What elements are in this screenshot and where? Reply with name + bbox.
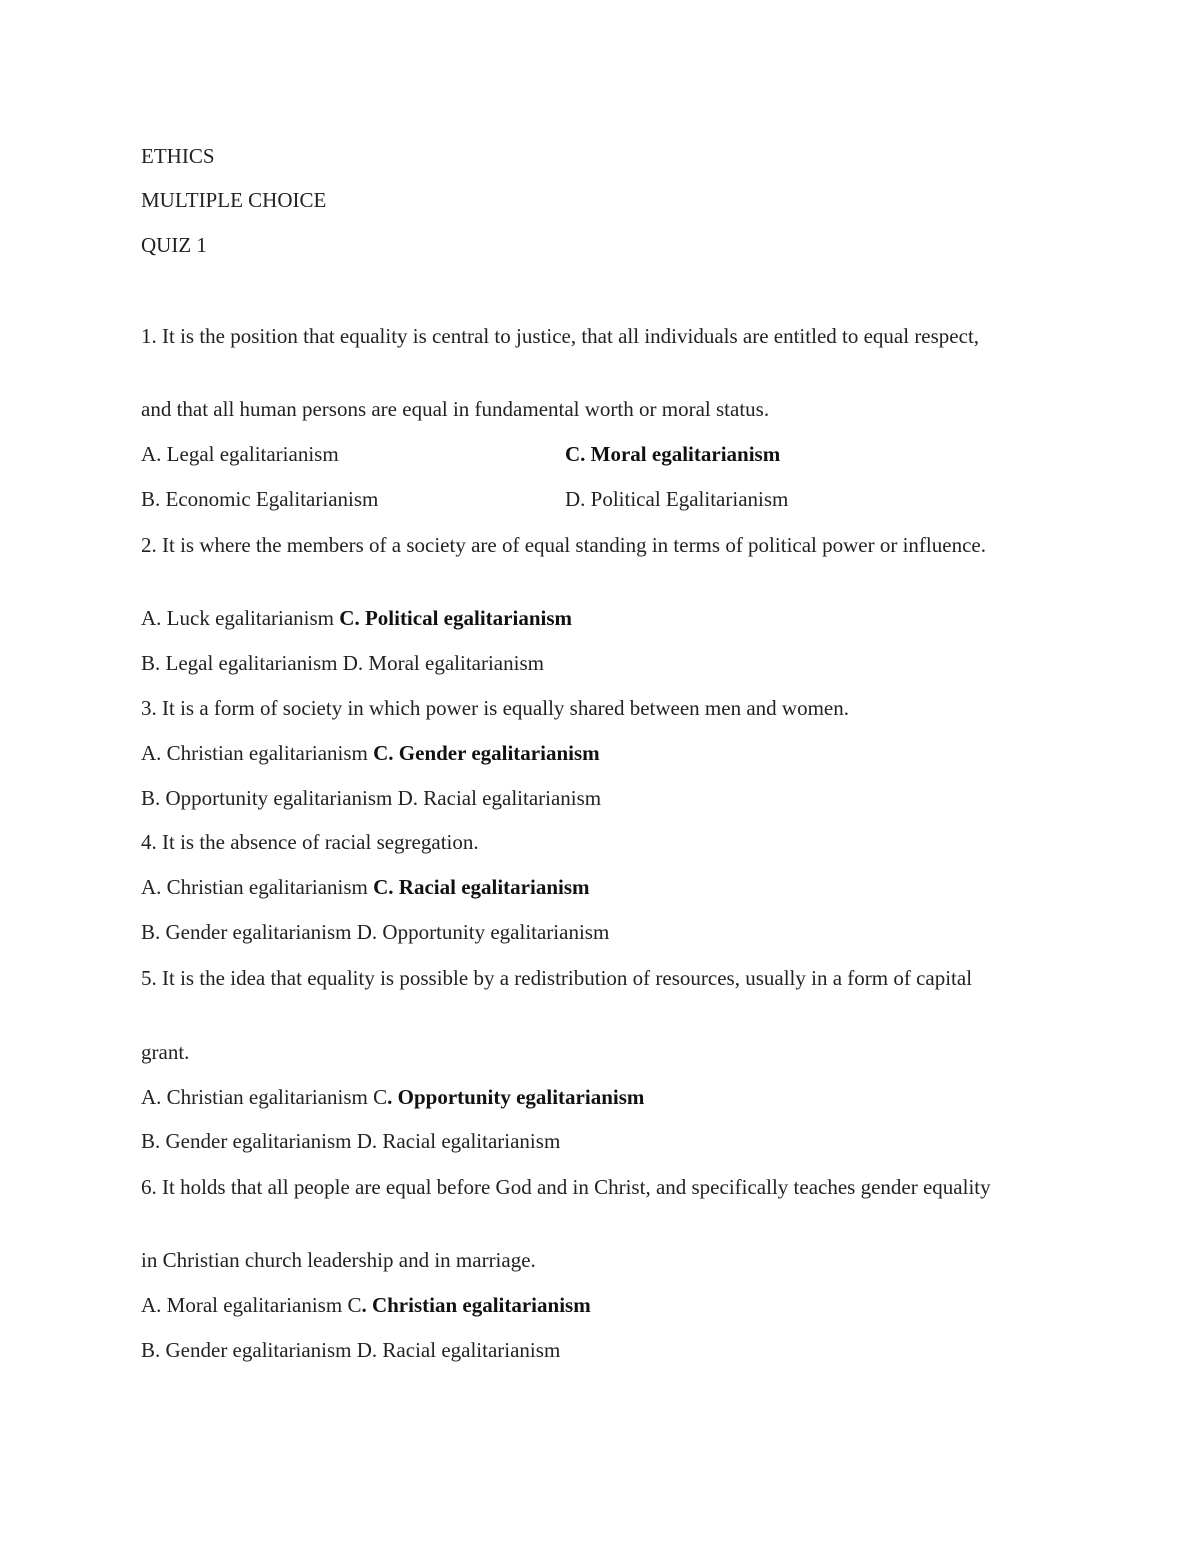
question-1-option-b: B. Economic Egalitarianism [141,487,379,511]
question-5-row-bd: B. Gender egalitarianism D. Racial egalitarianism [141,1129,561,1153]
subject-heading: ETHICS [141,144,215,168]
question-1-stem: 1. It is the position that equality is central to justice, that all individuals are entitled to equal respect, [141,324,980,348]
question-5-option-a: A. Christian egalitarianism C [141,1085,388,1109]
question-5-stem-continued: grant. [141,1040,190,1064]
question-4-row-bd: B. Gender egalitarianism D. Opportunity egalitarianism [141,920,610,944]
question-3-option-a: A. Christian egalitarianism [141,741,368,765]
question-2-stem: 2. It is where the members of a society are of equal standing in terms of political power or influence. [141,533,986,557]
question-3-row-ac [141,740,600,766]
question-5-option-c-answer: . Opportunity egalitarianism [387,1085,645,1109]
question-1-option-d: D. Political Egalitarianism [565,487,789,511]
question-4-stem: 4. It is the absence of racial segregation. [141,830,479,854]
question-6-stem-continued: in Christian church leadership and in marriage. [141,1248,536,1272]
question-2-row-ac [141,605,572,631]
question-1-option-c-answer: C. Moral egalitarianism [565,442,781,466]
question-6-row-ac [141,1292,591,1318]
question-6-option-a: A. Moral egalitarianism C [141,1293,362,1317]
question-2-option-c-answer: C. Political egalitarianism [339,606,572,630]
question-3-row-bd: B. Opportunity egalitarianism D. Racial egalitarianism [141,786,602,810]
question-4-row-ac [141,874,590,900]
question-3-option-c-answer: C. Gender egalitarianism [373,741,600,765]
question-6-stem: 6. It holds that all people are equal before God and in Christ, and specifically teaches gender equality [141,1175,991,1199]
question-2-row-bd: B. Legal egalitarianism D. Moral egalitarianism [141,651,544,675]
question-4-option-a: A. Christian egalitarianism [141,875,368,899]
quiz-type: MULTIPLE CHOICE [141,188,327,212]
question-1-stem-continued: and that all human persons are equal in fundamental worth or moral status. [141,397,770,421]
quiz-number: QUIZ 1 [141,233,207,257]
question-1-row-ac [141,441,1041,467]
question-2-option-a: A. Luck egalitarianism [141,606,335,630]
question-5-row-ac [141,1084,644,1110]
question-6-option-c-answer: . Christian egalitarianism [361,1293,591,1317]
question-1-option-a: A. Legal egalitarianism [141,442,339,466]
question-5-stem: 5. It is the idea that equality is possible by a redistribution of resources, usually in a form of capital [141,966,973,990]
question-4-option-c-answer: C. Racial egalitarianism [373,875,590,899]
question-3-stem: 3. It is a form of society in which power is equally shared between men and women. [141,696,849,720]
question-6-row-bd: B. Gender egalitarianism D. Racial egalitarianism [141,1338,561,1362]
question-1-row-bd [141,486,1041,512]
